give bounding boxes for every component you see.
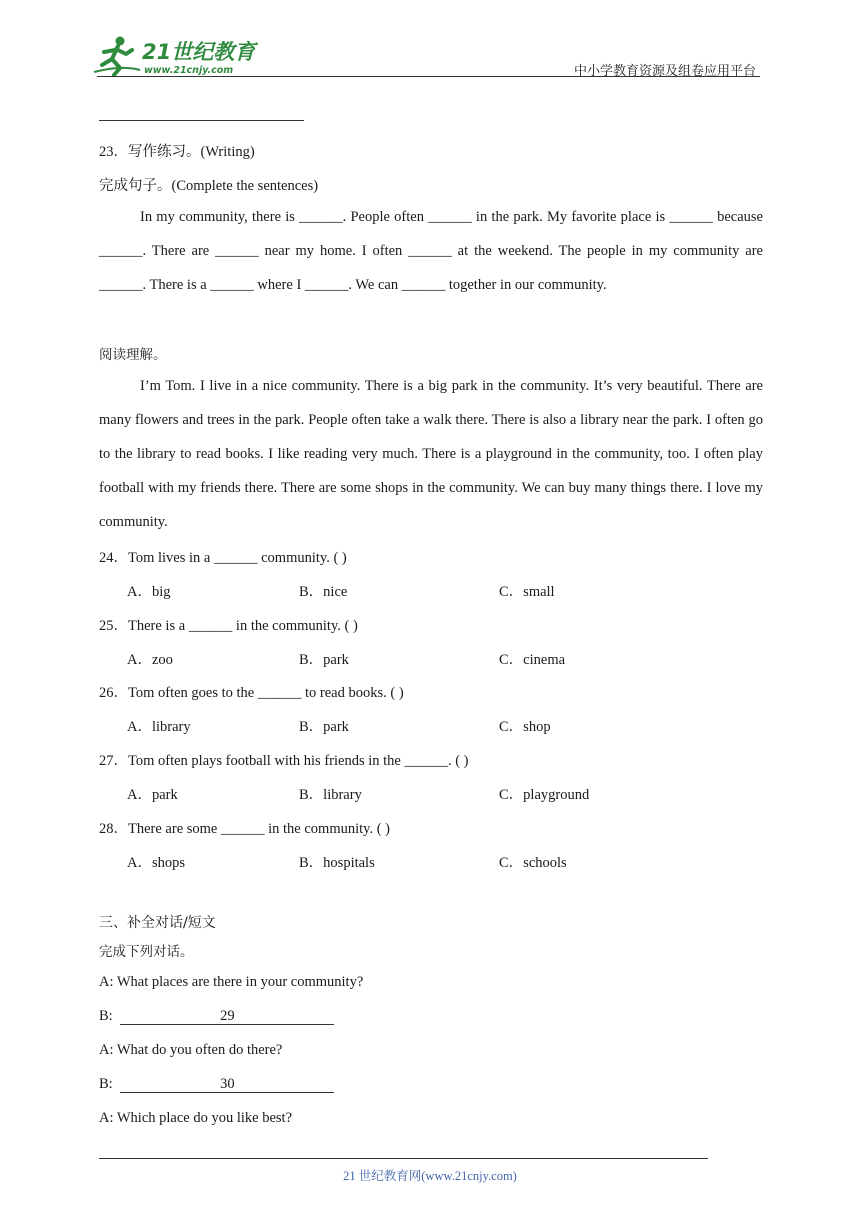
question-25-option-b[interactable]: B．park xyxy=(299,652,349,668)
question-27-stem: 27．Tom often plays football with his friends in the ______. ( ) xyxy=(99,753,469,769)
answer-blank-29[interactable]: 29 xyxy=(120,1008,334,1025)
footer-site-text[interactable]: 21 世纪教育网(www.21cnjy.com) xyxy=(343,1169,517,1183)
logo-text: 21世纪教育 xyxy=(142,40,256,64)
dialogue-line-4 xyxy=(99,1076,334,1093)
question-27-option-a[interactable]: A．park xyxy=(127,787,178,803)
question-26-option-a[interactable]: A．library xyxy=(127,719,191,735)
question-27-option-b[interactable]: B．library xyxy=(299,787,362,803)
logo-url: www.21cnjy.com xyxy=(144,65,234,76)
question-28-option-a[interactable]: A．shops xyxy=(127,855,186,871)
question-24-option-a[interactable]: A．big xyxy=(127,584,171,600)
speaker-label: B: xyxy=(99,1008,113,1024)
header-platform-text: 中小学教育资源及组卷应用平台 xyxy=(573,64,756,79)
question-26-stem: 26．Tom often goes to the ______ to read books. ( ) xyxy=(99,685,404,701)
question-27-option-c[interactable]: C．playground xyxy=(499,787,590,803)
dialogue-line-5 xyxy=(99,1110,292,1127)
question-25-option-c[interactable]: C．cinema xyxy=(499,652,566,668)
dialogue-text: What places are there in your community? xyxy=(116,974,364,990)
answer-blank-30[interactable]: 30 xyxy=(120,1076,334,1093)
question-25-option-a[interactable]: A．zoo xyxy=(127,652,173,668)
runner-logo-icon xyxy=(94,37,140,76)
q23-body-text: In my community, there is ______. People often ______ in the park. My favorite place is ______ because ______. There are ______ near my home. I often ______ at the weekend. The people in my community are ______. There is a ______ where I ______. We can ______ together in our community. xyxy=(99,209,763,293)
question-24-option-c[interactable]: C．small xyxy=(499,584,555,600)
question-24-stem: 24．Tom lives in a ______ community. ( ) xyxy=(99,550,347,566)
reading-heading: 阅读理解。 xyxy=(99,347,167,363)
speaker-label: A: xyxy=(99,1110,114,1126)
site-logo xyxy=(92,32,262,78)
question-24-option-b[interactable]: B．nice xyxy=(299,584,348,600)
speaker-label: A: xyxy=(99,974,114,990)
speaker-label: B: xyxy=(99,1076,113,1092)
section-3-instruction: 完成下列对话。 xyxy=(99,944,194,960)
reading-passage xyxy=(99,369,763,539)
dialogue-line-1 xyxy=(99,974,363,991)
question-28-stem: 28．There are some ______ in the community. ( ) xyxy=(99,821,390,837)
question-28-option-c[interactable]: C．schools xyxy=(499,855,567,871)
dialogue-text: What do you often do there? xyxy=(116,1042,283,1058)
question-28-option-b[interactable]: B．hospitals xyxy=(299,855,375,871)
answer-line xyxy=(99,120,304,121)
reading-passage-text: I’m Tom. I live in a nice community. There is a big park in the community. It’s very beautiful. There are many flowers and trees in the park. People often take a walk there. There is also a library near the park. I often go to the library to read books. I like reading very much. There is a playground in the community, too. I often play football with my friends there. There are some shops in the community. We can buy many things there. I love my community. xyxy=(99,378,763,530)
q23-instruction: 完成句子。(Complete the sentences) xyxy=(99,178,319,194)
q23-title: 23．写作练习。(Writing) xyxy=(99,144,255,160)
dialogue-line-3 xyxy=(99,1042,282,1059)
q23-body xyxy=(99,200,763,302)
question-25-stem: 25．There is a ______ in the community. ( ) xyxy=(99,618,358,634)
header-divider xyxy=(97,76,760,77)
dialogue-line-2 xyxy=(99,1008,334,1025)
question-26-option-b[interactable]: B．park xyxy=(299,719,349,735)
section-3-title: 三、补全对话/短文 xyxy=(99,915,216,931)
footer-divider xyxy=(99,1158,708,1159)
question-26-option-c[interactable]: C．shop xyxy=(499,719,551,735)
speaker-label: A: xyxy=(99,1042,114,1058)
dialogue-text: Which place do you like best? xyxy=(116,1110,293,1126)
